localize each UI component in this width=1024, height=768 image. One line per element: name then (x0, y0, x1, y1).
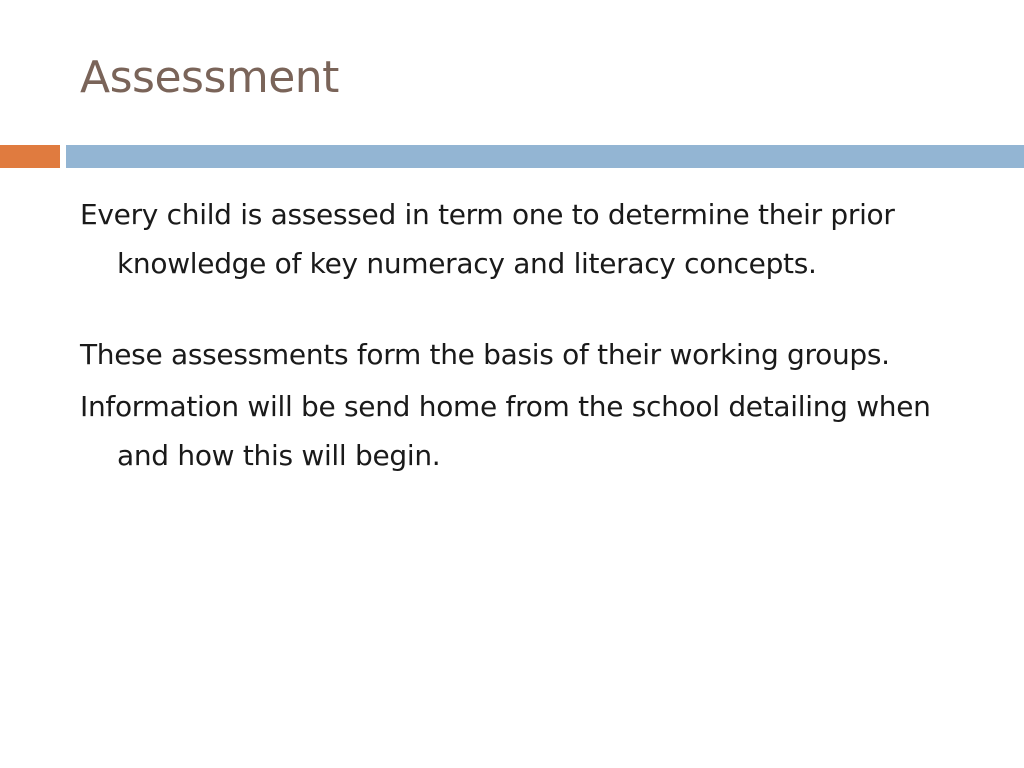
accent-bar (0, 145, 60, 168)
slide-title: Assessment (80, 52, 339, 103)
body-paragraph-3: Information will be send home from the school detailing when and how this will begin. (80, 390, 931, 472)
slide-body (80, 190, 980, 480)
paragraph-spacer (80, 288, 980, 330)
body-paragraph-2: These assessments form the basis of their working groups. (80, 338, 890, 371)
body-paragraph-1: Every child is assessed in term one to determine their prior knowledge of key numeracy and literacy concepts. (80, 198, 895, 280)
title-divider-bar (66, 145, 1024, 168)
